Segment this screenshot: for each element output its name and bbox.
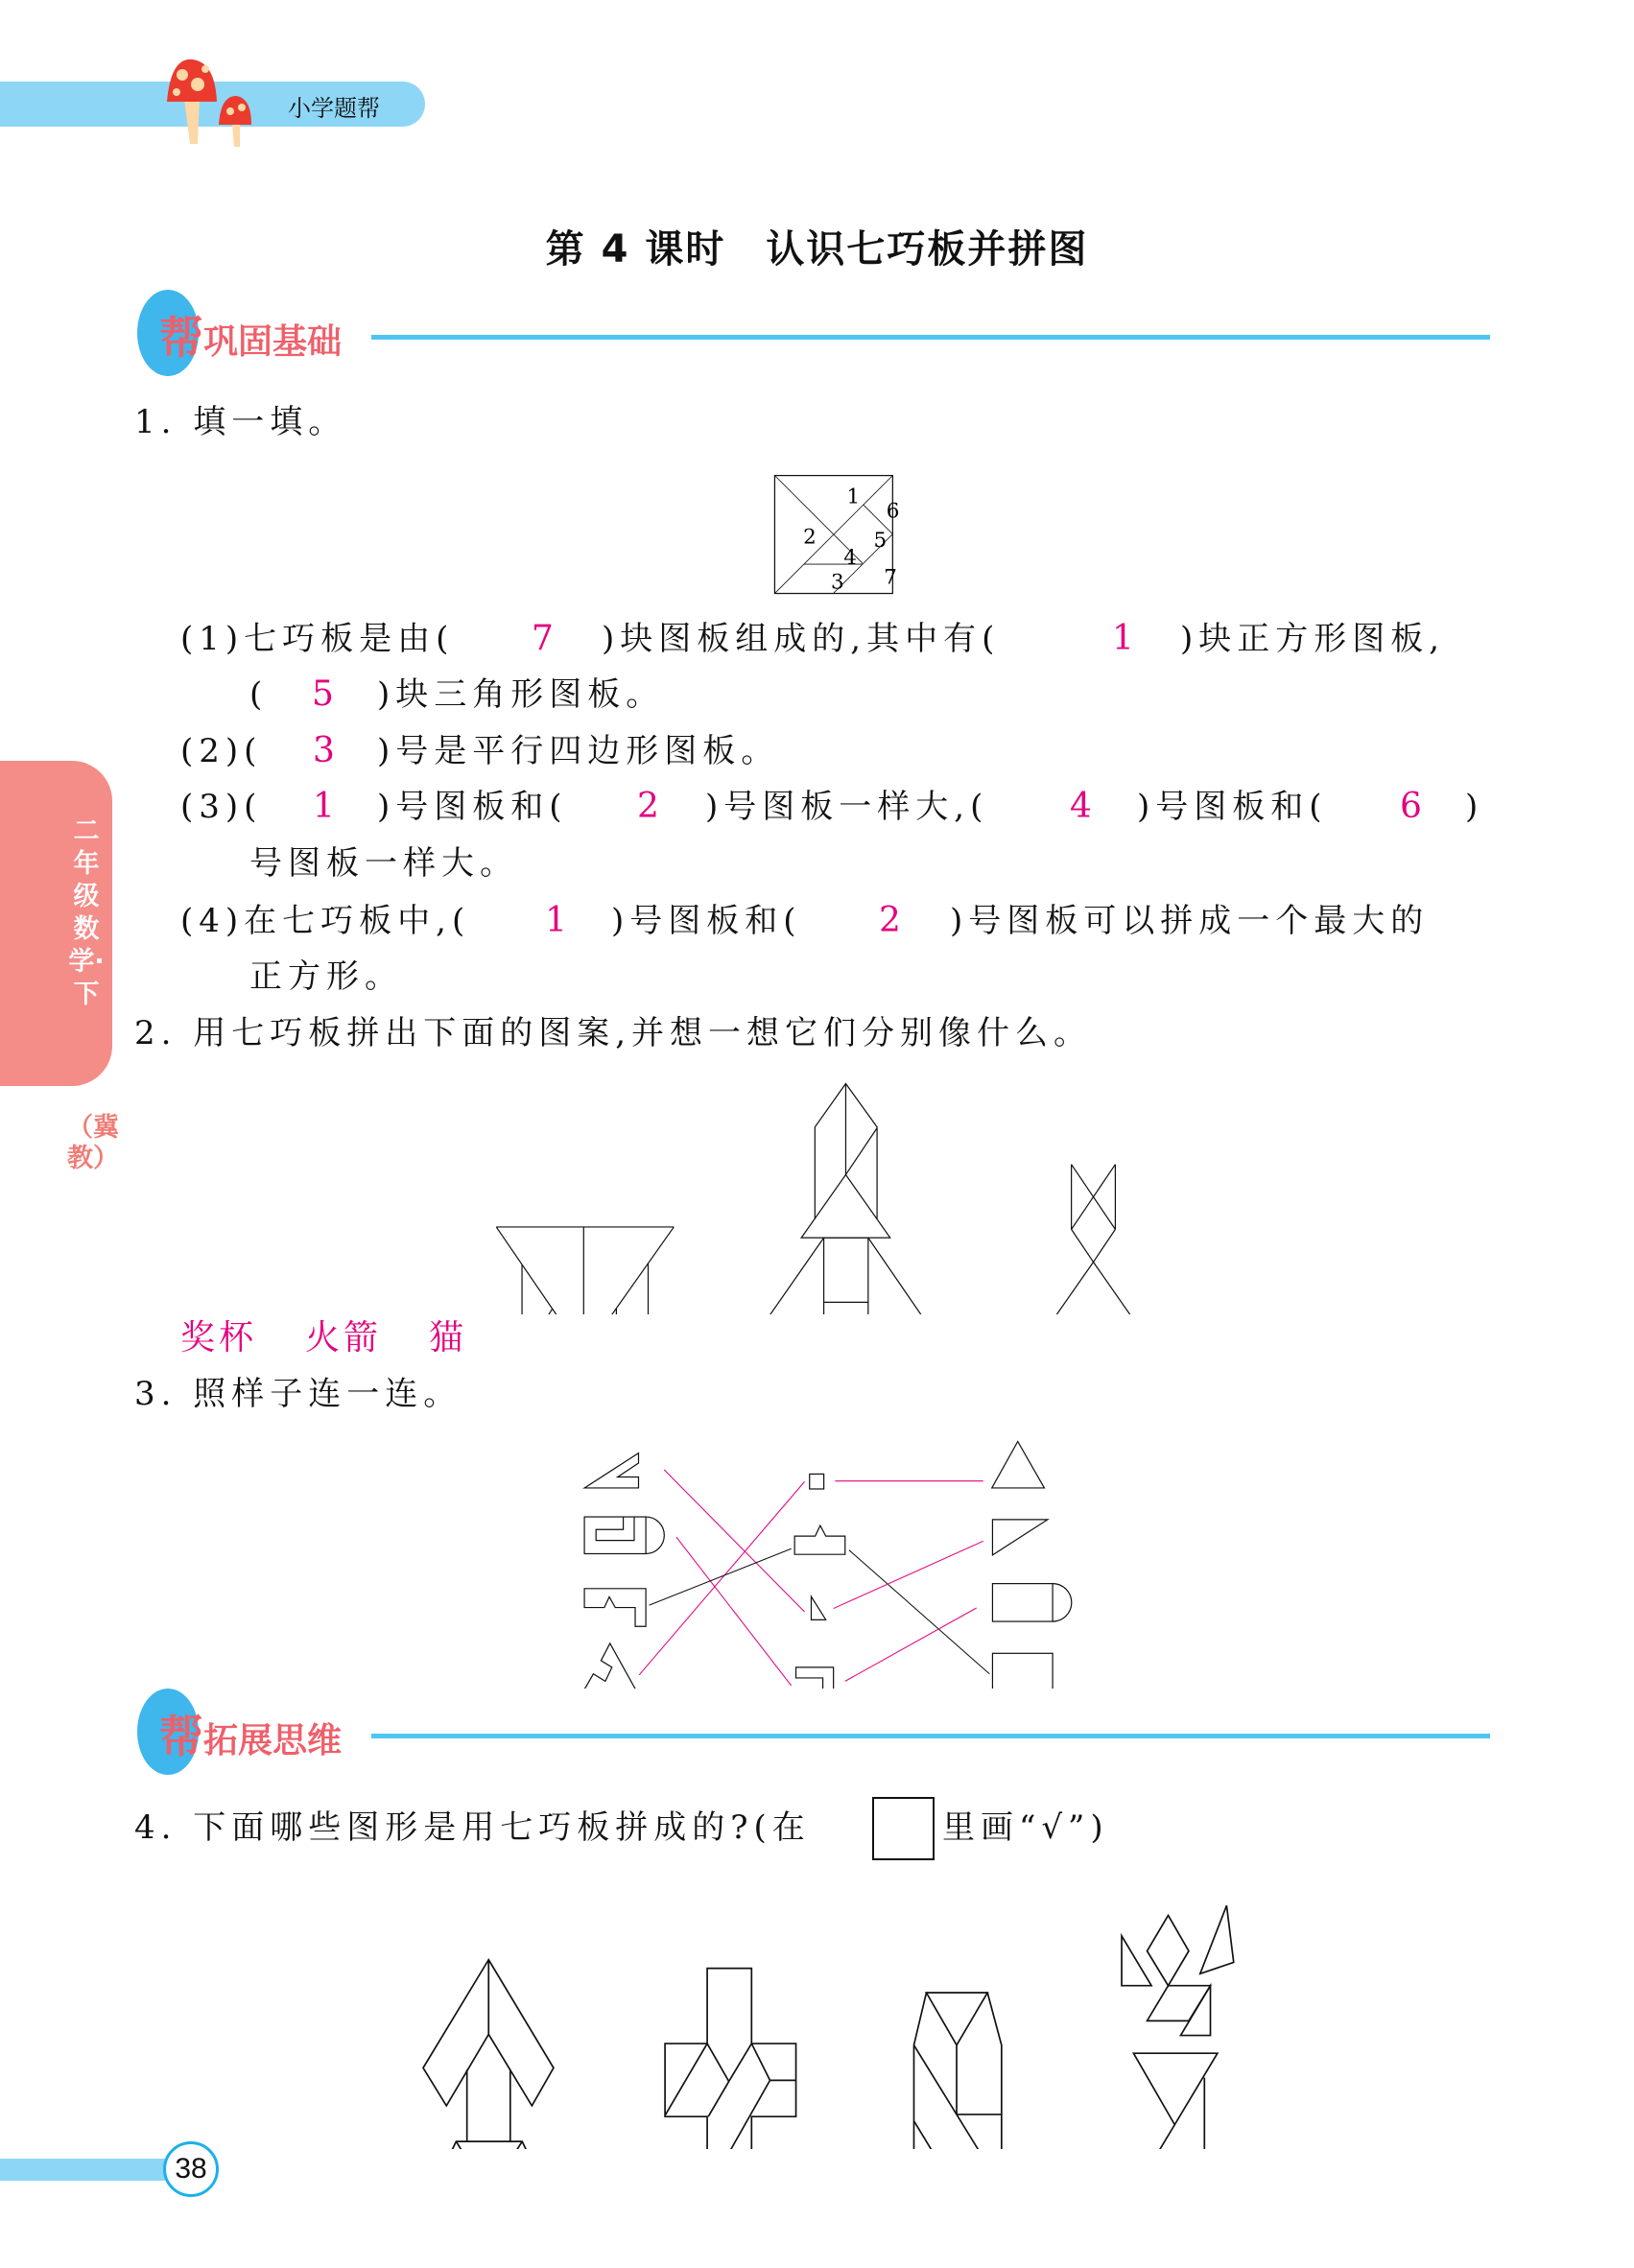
side-tab-edition: （冀教） [67,1113,119,1173]
q4-stem-end: 里画“√”) [942,1808,1109,1847]
trophy-figure [496,1227,674,1314]
q4-stem-start: 4. 下面哪些图形是用七巧板拼成的?(在 [134,1808,811,1847]
section-divider [371,335,1490,340]
q4-example-box [872,1797,935,1860]
answer: 2 [637,787,659,826]
section-label: 巩固基础 [203,322,343,362]
middle-shape-4 [796,1667,834,1689]
section-label: 拓展思维 [203,1721,343,1760]
q3-stem: 3. 照样子连一连。 [134,1375,462,1413]
middle-shape-2 [794,1525,845,1554]
q1-1-text: )块正方形图板, [1180,620,1446,658]
footer-band [0,2159,165,2181]
q1-3-text: )号图板一样大,( [705,788,989,826]
q4-figure-flower [1122,1905,1234,2149]
left-shape-3 [584,1589,646,1626]
q1-1-text: )块图板组成的,其中有( [602,620,1001,658]
left-shape-2 [584,1517,664,1553]
q2-figures [480,1065,1209,1314]
q1-1-text: )块三角形图板。 [377,675,665,714]
tangram-label-4: 4 [843,546,857,571]
q1-1-text: ( [249,675,269,714]
q1-4-text: )号图板可以拼成一个最大的 [950,902,1430,940]
section-divider [371,1734,1490,1738]
q3-matching [566,1420,1084,1689]
side-tab-grade: 二年级数学·下 [68,816,105,1009]
answer: 1 [1112,619,1134,658]
page-title: 第 4 课时 认识七巧板并拼图 [545,227,1089,272]
q1-3-text: (3)( [180,788,263,826]
q1-4-text: )号图板和( [611,902,802,940]
middle-shape-3 [811,1596,825,1619]
tangram-label-2: 2 [803,525,817,550]
section-prefix: 帮 [159,312,203,364]
q1-3-text: )号图板和( [1137,788,1328,826]
answer: 1 [545,901,567,940]
right-shape-4 [992,1653,1053,1689]
q1-3-text: )号图板和( [377,788,568,826]
middle-shape-1 [810,1474,824,1489]
answer: 4 [1070,787,1092,826]
answer: 5 [312,674,334,714]
q1-2-text: )号是平行四边形图板。 [377,732,780,770]
q1-4-text: 正方形。 [249,957,403,996]
tangram-label-7: 7 [884,565,897,590]
q1-4-text: (4)在七巧板中,( [180,902,471,940]
q2-answer-trophy: 奖杯 [180,1318,258,1358]
tangram-label-6: 6 [886,499,900,524]
q4-figure-vase [913,1993,1001,2149]
tangram-label-5: 5 [873,528,888,553]
q2-answer-rocket: 火箭 [305,1318,383,1358]
q4-figure-arrow [423,1960,554,2149]
answer: 7 [532,619,554,658]
q2-answer-cat: 猫 [429,1318,464,1358]
match-line [639,1481,804,1674]
answer: 2 [879,901,901,940]
q1-1-text: (1)七巧板是由( [180,620,455,658]
q1-stem: 1. 填一填。 [134,403,347,441]
tangram-label-3: 3 [831,570,844,595]
tangram-label-1: 1 [846,484,861,509]
rocket-figure [760,1083,931,1314]
right-shape-3 [992,1584,1071,1621]
brand-name: 小学题帮 [288,95,380,122]
q1-2-text: (2)( [180,732,263,770]
answer: 3 [313,731,335,770]
tangram-diagram [768,456,926,614]
q4-figure-cross [665,1969,795,2149]
cat-figure [1049,1165,1201,1314]
section-heading-basic [159,303,342,366]
match-line [834,1541,983,1608]
q4-figures [403,1861,1247,2149]
left-shape-1 [584,1453,638,1488]
answer: 1 [313,787,335,826]
section-heading-extend [159,1702,342,1765]
left-shape-4 [583,1643,636,1689]
right-shape-2 [992,1520,1047,1555]
right-shape-1 [992,1441,1045,1487]
section-prefix: 帮 [159,1711,203,1762]
q2-stem: 2. 用七巧板拼出下面的图案,并想一想它们分别像什么。 [134,1014,1093,1052]
page-number: 38 [163,2141,219,2197]
q1-3-text: 号图板一样大。 [249,844,518,883]
answer: 6 [1400,787,1422,826]
q1-3-text: ) [1465,788,1484,826]
mushroom-logo-icon [163,56,278,147]
